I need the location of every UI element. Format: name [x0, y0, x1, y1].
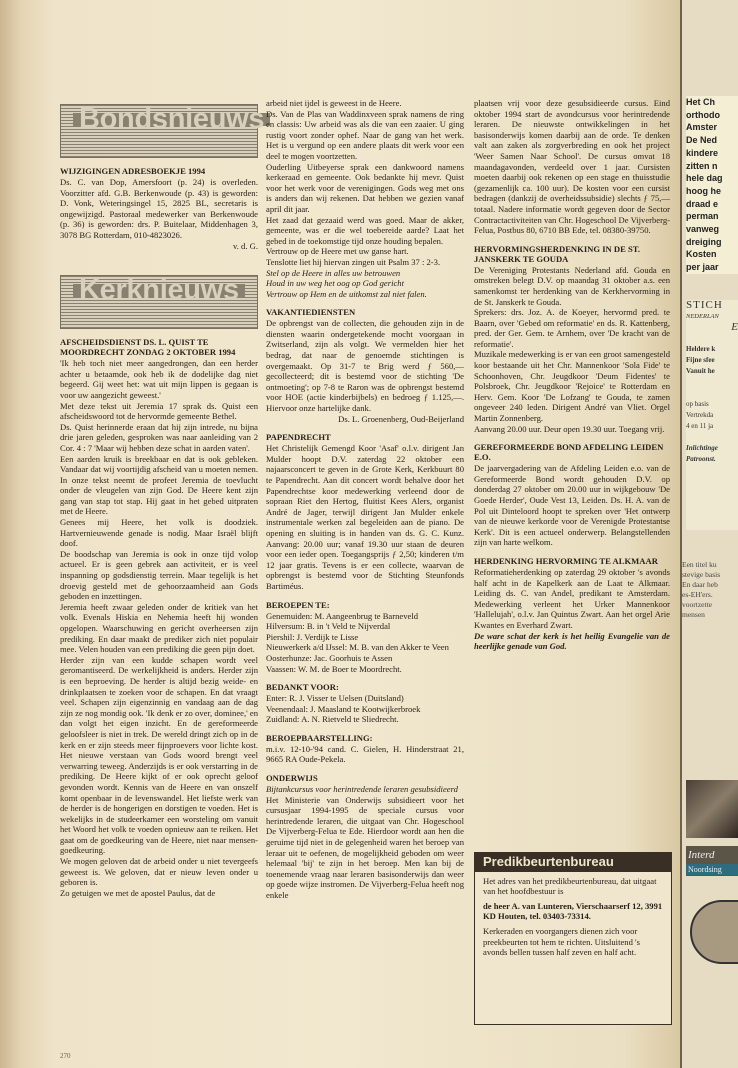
ad-line: kindere	[686, 147, 719, 158]
bedankt-heading: BEDANKT VOOR:	[266, 682, 339, 693]
kerknieuws-banner	[60, 275, 258, 329]
ad-line: Een titel ku	[682, 560, 717, 569]
kerknieuws-header: Kerknieuws	[73, 284, 245, 297]
ad-line: per jaar	[686, 262, 719, 273]
ad-line: Amster	[686, 122, 718, 133]
ad-line: vanweg	[686, 224, 720, 235]
paragraph: Muzikale medewerking is er van een groot samengesteld koor bestaande uit het Chr. Mannenkoor 'Sola Fide' te Schoonhoven, Chr. Jeugdkoor 'Deum Fidentes' te Polsbroek, Chr. Jeugdkoor 'Rejoice' te Rotterdam en Herv. Gem. Koor 'De Lofzang' te Gouda, te zamen ongeveer 240 leden. Dirigent André van Vliet. Orgel Martin Zonnenberg.	[474, 349, 670, 424]
signature: v. d. G.	[233, 240, 258, 251]
ad-line: Patroonst.	[686, 455, 716, 463]
address: de heer A. van Lunteren, Vierschaarserf 12, 3991 KD Houten, tel. 03403-73314.	[483, 900, 663, 922]
ad-line: Interd	[688, 849, 715, 861]
bondsnieuws-banner	[60, 103, 265, 158]
poem-line: Stel op de Heere in alles uw betrouwen	[266, 267, 401, 278]
ad-line: En daar heb	[682, 580, 718, 589]
afscheid-heading: AFSCHEIDSDIENST DS. L. QUIST TE MOORDRECHT ZONDAG 2 OKTOBER 1994	[60, 337, 236, 358]
paragraph: Kerkeraden en voorgangers dienen zich voor preekbeurten tot hem te richten. Uitsluitend 's avonds bellen tussen half zeven en half acht.	[483, 925, 640, 958]
ad-line: De Ned	[686, 135, 718, 146]
ad-line: voortzette	[682, 600, 712, 609]
list-item: Genemuiden: M. Aangeenbrug te Barneveld	[266, 610, 419, 621]
ad-line: Vanuit he	[686, 367, 715, 375]
paragraph: arbeid niet ijdel is geweest in de Heere.	[266, 98, 402, 108]
advertisement-3	[682, 560, 738, 760]
beroepen-heading: BEROEPEN TE:	[266, 599, 330, 610]
gereformeerde-bond-heading: GEREFORMEERDE BOND AFDELING LEIDEN E.O.	[474, 442, 664, 463]
paragraph: Genees mij Heere, het volk is doodziek. Hartvernieuwende genade is nodig. Maar Israël blijft doof.	[60, 517, 258, 549]
ad-line: Kosten	[686, 249, 717, 260]
paragraph: Vertrouw op de Heere met uw ganse hart.	[266, 246, 409, 257]
papendrecht-heading: PAPENDRECHT	[266, 432, 331, 443]
hervormingsherdenking-heading: HERVORMINGSHERDENKING IN DE ST. JANSKERK TE GOUDA	[474, 243, 641, 264]
paragraph: 'Ik heb toch niet meer aangedrongen, dan een herder achter u betaamde, ook heb ik de dodelijke dag niet begeerd. Gij weet het: wat uit mijn lippen is gegaan is voor uw aangezicht geweest.'	[60, 358, 258, 400]
predikbeurtenbureau-box	[474, 852, 672, 1025]
ad-line: Noordsing	[686, 864, 738, 875]
paragraph: De boodschap van Jeremia is ook in onze tijd volop actueel. Er is geen gebrek aan activiteit, er is veel inspanning op godsdienstig terrein. Maar tegelijk is het droevig gesteld met de gehoorzaamheid aan Gods geboden en inzettingen.	[60, 548, 258, 602]
paragraph: Tenslotte liet hij hiervan zingen uit Psalm 37 : 2-3.	[266, 256, 441, 267]
page-number: 270	[60, 1052, 71, 1060]
paragraph: Het Ministerie van Onderwijs subsidieert voor het cursusjaar 1994-1995 de speciale cursus voor herintredende leraren, die uitgaat van Chr. Hogeschool De Vijverberg-Felua te Ede. Hierdoor wordt aan hen die geruime tijd niet in de gelegenheid waren het beroep van leraar uit te oefenen, de mogelijkheid geboden om weer helemaal 'bij' te zijn in het beroep. Men kan bij de toenemende vraag naar leraren basisonderwijs dan weer op goede wijze instromen. De Vijverberg-Felua heeft nog enkele	[266, 794, 464, 900]
advertisement-4	[686, 846, 738, 876]
ad-line: hele dag	[686, 173, 723, 184]
ad-line: dreiging	[686, 236, 722, 247]
ad-line	[686, 432, 738, 443]
column-1	[60, 100, 265, 898]
onderwijs-heading: ONDERWIJS	[266, 773, 318, 784]
advertisement-2	[686, 300, 738, 530]
photo	[686, 780, 738, 838]
paragraph: Het adres van het predikbeurtenbureau, dat uitgaat van het hoofdbestuur is	[483, 875, 657, 897]
paragraph: Sprekers: drs. Joz. A. de Koeyer, hervormd pred. te Baarn, over 'Gebed om reformatie' en ds. R. Kattenberg, pred. der Ger. Gem. te Arnhem, over 'De kracht van de reformatie'.	[474, 307, 670, 349]
paragraph: Ds. Van de Plas van Waddinxveen sprak namens de ring en classis: Uw arbeid was als die van een zaaier. U ging rustig voort zonder ophef. Naar de gang van het werk. Het is u vergund op een andere plaats dit werk voor een deel te mogen voortzetten.	[266, 108, 464, 161]
ad-line: hoog he	[686, 185, 721, 196]
alkmaar-heading: HERDENKING HERVORMING TE ALKMAAR	[474, 555, 658, 566]
ad-line: draad e	[686, 198, 719, 209]
list-item: Hilversum: B. in 't Veld te Nijverdal	[266, 621, 391, 632]
paragraph: Het zaad dat gezaaid werd was goed. Maar de akker, gemeente, was er die wel toebereide aarde? Laat het gebed in de toekomstige tijd onze houding bepalen.	[266, 214, 464, 246]
paragraph: Herder zijn van een kudde schapen wordt veel geromantiseerd. De werkelijkheid is anders. Herder zijn is een beproeving. De herder is altijd bezig weide- en drinkplaatsen te zoeken voor de schapen. En dat vraagt veel. Schapen zijn eigenzinnig en vandaag aan de dag zijn ze nog mondig ook. 'Ik denk er zo over, dominee,' en dan volgt het eigen inzicht. En de gereformeerde geloofsleer is niet in trek. De wereld dringt zich op in de kerk en er zijn steeds meer fijnproevers voor lichte kost. Het nieuwe verstaan van Gods woord brengt veel verwarring teweeg. Anderzijds is er ook verstarring in de prediking. De Heere kijkt of er ook oprecht geloof gevonden wordt. Kennis van de Heere en van onszelf komt openbaar in de levenswandel. Het liefste werk van de herder is de hongerigen en dorstigen te voeden. Het is wekelijks in de studeerkamer een worsteling om vanuit het Woord het volk te voeden opnieuw aan te reiken. Het gaat om de goedkeuring van de Heere, niet naar mensen-goedkeuring.	[60, 654, 258, 856]
paragraph: plaatsen vrij voor deze gesubsidieerde cursus. Eind oktober 1994 start de avondcursus voor herintredende leraren. De nieuwste ontwikkelingen in het basisonderwijs komen daarbij aan de orde. Te denken valt aan zaken als zorgverbreding en ook het project 'Weer Samen Naar School'. De cursus omvat 18 maandagavonden, verdeeld over 1 jaar. Cursisten moeten daarbij ook rekenen op een stage en thuisstudie (gezamenlijk ca. 100 uur). De kosten voor een cursist bedragen (dankzij de overheidssubsidie) slechts ƒ 75,— totaal. Nadere informatie wordt gegeven door de Sector Contractactiviteiten van Chr. Hogeschool De Vijverberg-Felua, Postbus 80, 6710 BB Ede, tel. 08380-39750.	[474, 98, 670, 236]
ad-line: NEDERLAN	[686, 313, 719, 320]
ad-line	[686, 388, 738, 399]
ad-line: Fijne sfee	[686, 356, 715, 364]
paragraph: Ouderling Uitbeyerse sprak een dankwoord namens kerkeraad en gemeente. Ook bedankte hij mevr. Quist voor het werk voor de verenigingen. Gods weg met ons is anders dan wij rekenen. Dat hebben we gezien vanaf april dit jaar.	[266, 161, 464, 214]
list-item: Oosterhunze: Jac. Goorhuis te Assen	[266, 652, 393, 663]
paragraph: Reformatieherdenking op zaterdag 29 oktober 's avonds half acht in de Kapelkerk aan de Laat te Alkmaar. Leiding ds. C. van Andel, predikant te Amsterdam. Medewerking verleent het Urker Mannenkoor 'Hallelujah', o.l.v. Jan Quintus Zwart. Aan het orgel Arie Kwantes en Everhard Zwart.	[474, 566, 670, 630]
vakantiediensten-heading: VAKANTIEDIENSTEN	[266, 307, 356, 318]
alkmaar-quote: De ware schat der kerk is het heilig Evangelie van de heerlijke genade van God.	[474, 630, 670, 652]
ad-line: Inlichtinge	[686, 444, 718, 452]
beroepbaarstelling-heading: BEROEPBAARSTELLING:	[266, 732, 373, 743]
advertisement-1	[686, 96, 738, 274]
paragraph: Zo getuigen we met de apostel Paulus, dat de	[60, 887, 216, 898]
poem-line: Vertrouw op Hem en de uitkomst zal niet falen.	[266, 288, 427, 299]
paragraph: Ds. Quist herinnerde eraan dat hij zijn intrede, nu bijna drie jaren geleden, gesproken was naar aanleiding van 2 Cor. 4 : 7 'Maar wij hebben deze schat in aarden vaten'.	[60, 421, 258, 453]
column-2	[266, 98, 464, 901]
signature: Ds. L. Groenenberg, Oud-Beijerland	[338, 413, 464, 424]
wijzigingen-heading: WIJZIGINGEN ADRESBOEKJE 1994	[60, 166, 206, 176]
paragraph: Met deze tekst uit Jeremia 17 sprak ds. Quist een afscheidswoord tot de hervormde gemeente Bethel.	[60, 400, 258, 422]
ad-line: perman	[686, 211, 719, 222]
paragraph: We mogen geloven dat de arbeid onder u niet tevergeefs geweest is. We geloven, dat er nieuw leven onder u geboren is.	[60, 856, 258, 888]
bondsnieuws-header: Bondsnieuws	[73, 113, 270, 126]
ad-line	[686, 377, 738, 388]
ad-line: Heldere k	[686, 345, 716, 353]
ad-line: zitten n	[686, 160, 718, 171]
list-item: Nieuwerkerk a/d IJssel: M. B. van den Akker te Veen	[266, 642, 449, 653]
ad-line	[686, 333, 738, 344]
onderwijs-subheading: Bijtankcursus voor herintredende leraren gesubsidieerd	[266, 784, 458, 795]
paragraph: De opbrengst van de collecten, die gehouden zijn in de diensten waarin ondergetekende mocht voorgaan in Zwitserland, zijn als volgt. We vermelden hier het bedrag, dat naar de genoemde stichtingen is overgemaakt. Op 31-7 te Brig werd ƒ 560,— gecollecteerd; dit is bestemd voor de stichting 'De ontmoeting'; op 7-8 te Raron was de opbrengst bestemd voor HOE (actie kinderbijbels) en bedroeg ƒ 1.125,—. Hiervoor onze hartelijke dank.	[266, 318, 464, 414]
paragraph: De Vereniging Protestants Nederland afd. Gouda en omstreken belegt D.V. op maandag 31 oktober a.s. een samenkomst ter herdenking van de Kerkhervorming in de St. Janskerk te Gouda.	[474, 264, 670, 307]
ad-line: mensen	[682, 610, 705, 619]
ad-line: Het Ch	[686, 97, 715, 107]
list-item: Vaassen: W. M. de Boer te Moordrecht.	[266, 663, 402, 674]
list-item: Zuidland: A. N. Rietveld te Sliedrecht.	[266, 714, 399, 725]
paragraph: Aanvang 20.00 uur. Deur open 19.30 uur. Toegang vrij.	[474, 423, 665, 434]
ad-line: stevige basis	[682, 570, 721, 579]
ad-line: Vertrekda	[686, 411, 714, 419]
ad-line: es-EH'ers.	[682, 590, 713, 599]
column-3	[474, 98, 670, 652]
ad-line: orthodo	[686, 109, 720, 120]
paragraph: m.i.v. 12-10-'94 cand. C. Gielen, H. Hinderstraat 21, 9665 RA Oude-Pekela.	[266, 743, 464, 765]
paragraph: Het Christelijk Gemengd Koor 'Asaf' o.l.v. dirigent Jan Mulder hoopt D.V. zaterdag 22 oktober een najaarsconcert te geven in de Grote Kerk, Kerkbuurt 80 te Papendrecht. Aan dit concert wordt behalve door het Papendrechtse koor medewerking verleend door de sopraan Riet den Hertog, fluitist Kees Alers, organist André de Jager, terwijl dirigent Jan Mulder enkele instrumentale werken zal begeleiden aan de piano. De opening en sluiting is in handen van ds. G. C. Kunz. Aanvang: 20.00 uur; vanaf 19.30 uur staan de deuren voor een ieder open. Toegangsprijs ƒ 2,50; kinderen t/m 12 jaar gratis. Tevens is er een collecte, waarvan de opbrengst is bestemd voor de Stichting Steunfonds Bartiméus.	[266, 443, 464, 591]
paragraph: De jaarvergadering van de Afdeling Leiden e.o. van de Gereformeerde Bond wordt gehouden D.V. op donderdag 27 oktober om 20.00 uur in wijkgebouw 'De Goede Herder', Oude Vest 13, Leiden. Ds. H. A. van de Pol uit Dinteloord hoopt te spreken over 'Het ontwerp van de nieuwe kerkorde voor de Verenigde Protestantse Kerk'. Dit is een actueel onderwerp. Belangstellenden zijn van harte welkom.	[474, 463, 670, 548]
paragraph: Een aarden kruik is breekbaar en dat is ook gebleken. Vandaar dat wij voortijdig afscheid van u moeten nemen. In onze tekst neemt de profeet Jeremia de toevlucht onder de vleugelen van zijn God. De Heere kent zijn gang van stap tot stap. Hij gaat in het gebed uitpraten met de Heere.	[60, 453, 258, 517]
list-item: Veenendaal: J. Maasland te Kootwijkerbroek	[266, 703, 421, 714]
wijzigingen-text: Ds. C. van Dop, Amersfoort (p. 24) is overleden. Voorzitter afd. G.B. Berkenwoude (p. 43) is geworden: D. Vonk, Weteringsingel 15, 2825 BL, secretaris is ongewijzigd. Pastoraal medewerker van Berkenwoude (p. 36) is geworden: drs. P. Buitelaar, Middenhagen 3, 3078 BG Rotterdam, 010-4823026.	[60, 177, 258, 240]
ad-line: op basis	[686, 400, 709, 408]
predikbeurtenbureau-title: Predikbeurtenbureau	[475, 853, 671, 872]
ad-line: E	[731, 321, 738, 333]
poem-line: Houd in uw weg het oog op God gericht	[266, 278, 404, 289]
ad-line: 4 en 11 ja	[686, 422, 714, 430]
ad-line: STICH	[686, 300, 723, 311]
paragraph: Jeremia heeft zwaar geleden onder de kritiek van het volk. Evenals Hiskia en Nehemia heeft hij wonden opgelopen. Waarschuwing en gericht overheersen zijn prediking. En daar maakt de prediker zich niet populair mee. Velen houden van een prediking die geen pijn doet.	[60, 601, 258, 655]
list-item: Piershil: J. Verdijk te Lisse	[266, 631, 359, 642]
list-item: Enter: R. J. Visser te Uelsen (Duitsland)	[266, 693, 404, 704]
